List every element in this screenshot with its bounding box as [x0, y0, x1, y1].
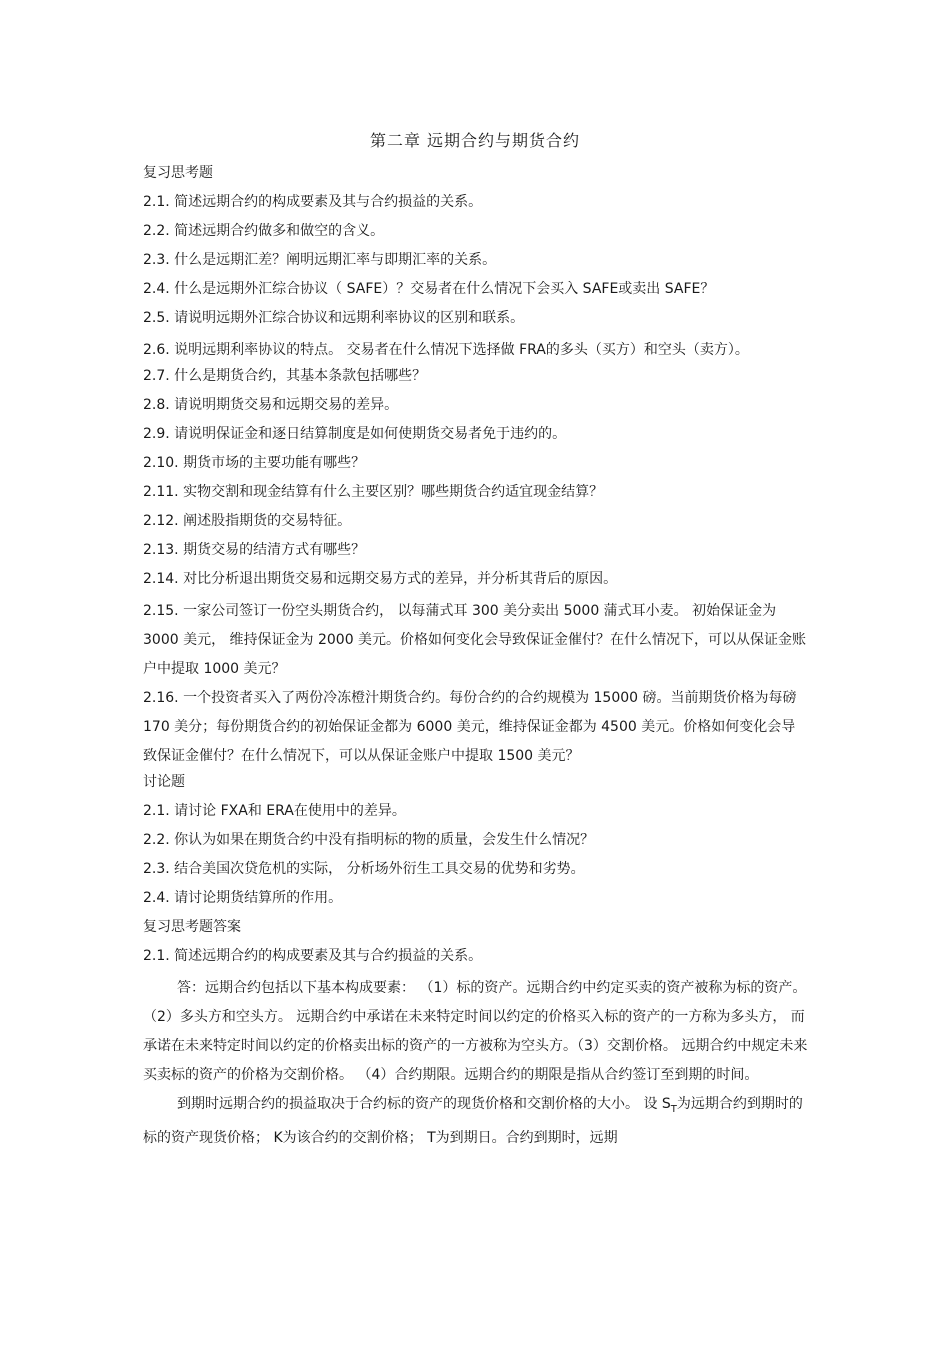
review-question: 2.11. 实物交割和现金结算有什么主要区别？哪些期货合约适宜现金结算？: [143, 484, 604, 500]
review-question: 2.12. 阐述股指期货的交易特征。: [143, 513, 352, 529]
section-heading-discussion: 讨论题: [143, 774, 185, 790]
review-question: 2.16. 一个投资者买入了两份冷冻橙汁期货合约。每份合约的合约规模为 15000 磅。当前期货价格为每磅 170 美分；每份期货合约的初始保证金都为 6000 美元，维持保证金都为 4500 美元。价格如何变化会导致保证金催付？在什么情况下，可以从保证金账户中提取 1500 美元？: [143, 690, 797, 764]
document-body: [143, 162, 808, 1153]
review-question: 2.2. 简述远期合约做多和做空的含义。: [143, 223, 385, 239]
answer-paragraph: 答：远期合约包括以下基本构成要素： （1）标的资产。远期合约中约定买卖的资产被称为标的资产。（2）多头方和空头方。 远期合约中承诺在未来特定时间以约定的价格买入标的资产的一方称为多头方， 而承诺在未来特定时间以约定的价格卖出标的资产的一方被称为空头方。（3）交割价格。 远期合约中规定未来买卖标的资产的价格为交割价格。 （4）合约期限。远期合约的期限是指从合约签订至到期的时间。: [143, 980, 808, 1083]
chapter-title: 第二章 远期合约与期货合约: [369, 131, 581, 150]
discussion-question: 2.3. 结合美国次贷危机的实际， 分析场外衍生工具交易的优势和劣势。: [143, 861, 585, 877]
review-question: 2.14. 对比分析退出期货交易和远期交易方式的差异，并分析其背后的原因。: [143, 571, 618, 587]
discussion-question: 2.4. 请讨论期货结算所的作用。: [143, 890, 343, 906]
review-question: 2.9. 请说明保证金和逐日结算制度是如何使期货交易者免于违约的。: [143, 426, 567, 442]
review-question: 2.13. 期货交易的结清方式有哪些？: [143, 542, 366, 558]
review-question: 2.4. 什么是远期外汇综合协议（ SAFE）？交易者在什么情况下会买入 SAFE或卖出 SAFE？: [143, 281, 715, 297]
discussion-question: 2.2. 你认为如果在期货合约中没有指明标的物的质量，会发生什么情况？: [143, 832, 595, 848]
review-question: 2.10. 期货市场的主要功能有哪些？: [143, 455, 366, 471]
section-heading-review: 复习思考题: [143, 165, 213, 181]
section-heading-answers: 复习思考题答案: [143, 919, 241, 935]
answer-heading: 2.1. 简述远期合约的构成要素及其与合约损益的关系。: [143, 948, 483, 964]
review-question: 2.8. 请说明期货交易和远期交易的差异。: [143, 397, 399, 413]
review-question: 2.3. 什么是远期汇差？阐明远期汇率与即期汇率的关系。: [143, 252, 497, 268]
answer-text: 为远期合约到期时的标的资产现货价格； K为该合约的交割价格； T为到期日。合约到期时，远期: [143, 1096, 803, 1146]
review-question: 2.6. 说明远期利率协议的特点。 交易者在什么情况下选择做 FRA的多头（买方）和空头（卖方）。: [143, 342, 749, 358]
review-question: 2.7. 什么是期货合约，其基本条款包括哪些？: [143, 368, 427, 384]
review-question: 2.15. 一家公司签订一份空头期货合约， 以每蒲式耳 300 美分卖出 5000 蒲式耳小麦。 初始保证金为 3000 美元， 维持保证金为 2000 美元。价格如何变化会导致保证金催付？在什么情况下，可以从保证金账户中提取 1000 美元？: [143, 603, 807, 677]
subscript: T: [670, 1103, 677, 1115]
answer-text: 到期时远期合约的损益取决于合约标的资产的现货价格和交割价格的大小。 设 S: [177, 1096, 671, 1112]
review-question: 2.1. 简述远期合约的构成要素及其与合约损益的关系。: [143, 194, 483, 210]
review-question: 2.5. 请说明远期外汇综合协议和远期利率协议的区别和联系。: [143, 310, 525, 326]
discussion-question: 2.1. 请讨论 FXA和 ERA在使用中的差异。: [143, 803, 406, 819]
answer-paragraph: [143, 1090, 808, 1153]
